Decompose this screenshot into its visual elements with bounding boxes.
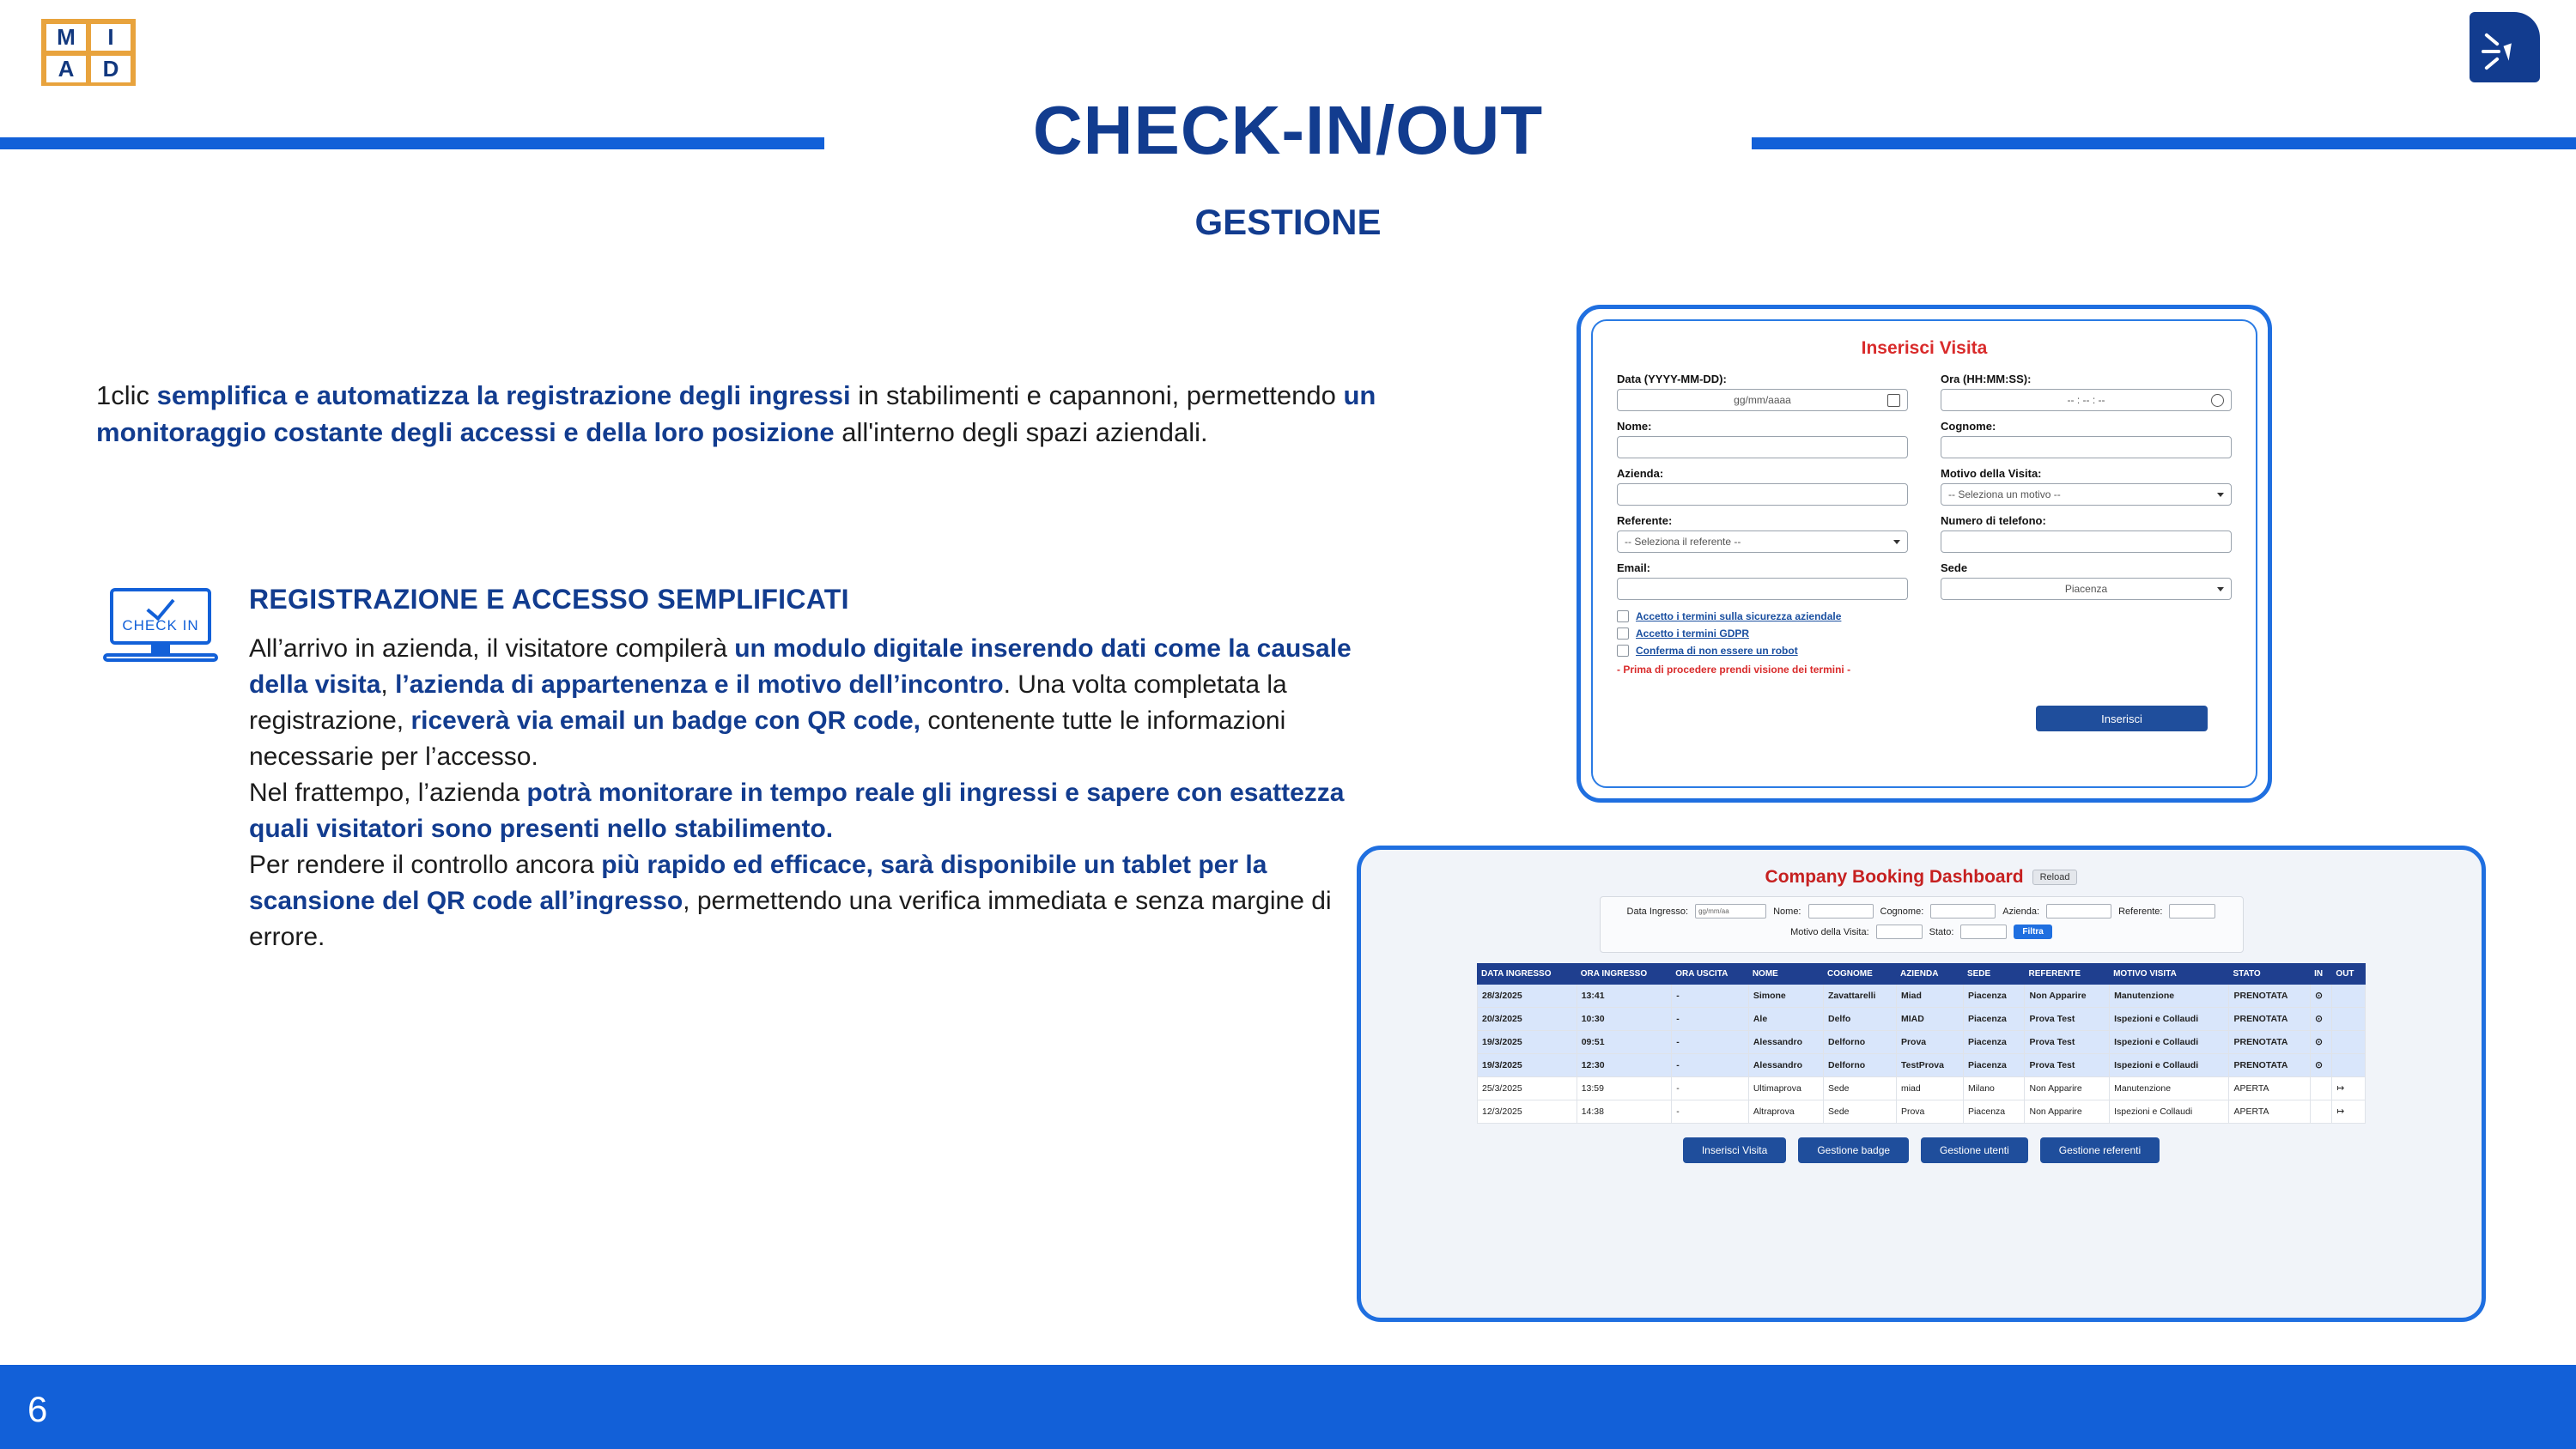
- checkbox-box-icon[interactable]: [1617, 610, 1629, 622]
- cell-ora-out: -: [1672, 1008, 1749, 1031]
- table-row[interactable]: [1478, 1054, 2366, 1077]
- chevron-down-icon: [2217, 493, 2224, 497]
- section-paragraph-1: [249, 631, 1374, 775]
- cell-in-icon[interactable]: ⊙: [2311, 1008, 2332, 1031]
- table-row[interactable]: [1478, 1008, 2366, 1031]
- cell-data: 19/3/2025: [1478, 1054, 1577, 1077]
- cell-sede: Milano: [1963, 1077, 2025, 1100]
- cell-cognome: Zavattarelli: [1824, 985, 1897, 1008]
- filter-input-cognome[interactable]: [1930, 904, 1996, 919]
- dashboard-title: [1395, 867, 2447, 888]
- col-referente[interactable]: REFERENTE: [2025, 964, 2110, 985]
- cell-ora-in: 14:38: [1577, 1100, 1672, 1124]
- cell-ora-in: 13:59: [1577, 1077, 1672, 1100]
- filter-apply-button[interactable]: Filtra: [2014, 925, 2051, 939]
- intro-bold-1: semplifica e automatizza la registrazione degli ingressi: [156, 380, 851, 410]
- cell-azienda: TestProva: [1896, 1054, 1963, 1077]
- cell-ora-in: 10:30: [1577, 1008, 1672, 1031]
- sec-p1-f: riceverà via email un badge con QR code,: [410, 706, 920, 735]
- input-nome[interactable]: [1617, 436, 1908, 458]
- filter-select-referente[interactable]: [2169, 904, 2215, 919]
- logo-letter-m: M: [44, 21, 88, 53]
- cell-cognome: Delfo: [1824, 1008, 1897, 1031]
- select-referente-value: -- Seleziona il referente --: [1625, 536, 1741, 548]
- cell-nome: Ale: [1748, 1008, 1823, 1031]
- sec-p1-e: . Una volta completata la registrazione,: [249, 670, 1287, 735]
- input-ora-value: -- : -- : --: [2067, 394, 2105, 406]
- sec-p1-a: All’arrivo in azienda, il visitatore compilerà: [249, 634, 735, 663]
- sec-p1-b: un modulo digitale inserendo dati come la causale della visita: [249, 634, 1352, 699]
- sec-p1-d: l’azienda di appartenenza e il motivo dell’incontro: [395, 670, 1004, 699]
- cell-sede: Piacenza: [1963, 985, 2025, 1008]
- button-gestione-utenti[interactable]: Gestione utenti: [1921, 1137, 2028, 1163]
- cell-motivo: Ispezioni e Collaudi: [2110, 1054, 2229, 1077]
- cell-out-icon[interactable]: ↦: [2332, 1077, 2366, 1100]
- monitor-base-icon: [103, 653, 218, 662]
- cell-in-icon[interactable]: [2311, 1077, 2332, 1100]
- cell-ora-out: -: [1672, 1031, 1749, 1054]
- cell-motivo: Ispezioni e Collaudi: [2110, 1031, 2229, 1054]
- col-sede[interactable]: SEDE: [1963, 964, 2025, 985]
- cell-azienda: Miad: [1896, 985, 1963, 1008]
- cell-stato: PRENOTATA: [2229, 1008, 2311, 1031]
- label-data: Data (YYYY-MM-DD):: [1617, 373, 1727, 385]
- filter-input-nome[interactable]: [1808, 904, 1874, 919]
- cell-data: 19/3/2025: [1478, 1031, 1577, 1054]
- sec-p3-c: , permettendo una verifica immediata e senza margine di errore.: [249, 887, 1332, 951]
- cell-sede: Piacenza: [1963, 1100, 2025, 1124]
- cell-nome: Alessandro: [1748, 1031, 1823, 1054]
- cell-out-icon[interactable]: ↦: [2332, 1100, 2366, 1124]
- cell-ora-in: 09:51: [1577, 1031, 1672, 1054]
- dashboard-action-buttons: [1395, 1137, 2447, 1163]
- cursor-dash-bottom: [2484, 57, 2500, 70]
- cell-referente: Prova Test: [2025, 1008, 2110, 1031]
- cell-ora-out: -: [1672, 985, 1749, 1008]
- select-sede[interactable]: [1941, 578, 2232, 600]
- field-motivo: [1941, 467, 2232, 506]
- col-ora-uscita[interactable]: ORA USCITA: [1672, 964, 1749, 985]
- visits-table-body: [1478, 985, 2366, 1124]
- check-in-icon-label: CHECK IN: [122, 617, 199, 634]
- logo-letter-a: A: [44, 53, 88, 85]
- cell-in-icon[interactable]: ⊙: [2311, 1054, 2332, 1077]
- filter-label-motivo: Motivo della Visita:: [1790, 926, 1869, 937]
- col-ora-ingresso[interactable]: ORA INGRESSO: [1577, 964, 1672, 985]
- cell-stato: PRENOTATA: [2229, 1031, 2311, 1054]
- filter-label-data: Data Ingresso:: [1626, 906, 1689, 917]
- col-out[interactable]: OUT: [2332, 964, 2366, 985]
- form-inner-panel: [1591, 319, 2257, 788]
- checkbox-sicurezza-label[interactable]: Accetto i termini sulla sicurezza aziendale: [1636, 610, 1842, 622]
- intro-bold-2: un monitoraggio costante degli accessi e della loro posizione: [96, 380, 1376, 447]
- field-nome: [1617, 420, 1908, 458]
- table-row[interactable]: [1478, 1077, 2366, 1100]
- label-cognome: Cognome:: [1941, 420, 1996, 433]
- filter-input-data[interactable]: gg/mm/aa: [1695, 904, 1766, 919]
- cell-azienda: MIAD: [1896, 1008, 1963, 1031]
- field-cognome: [1941, 420, 2232, 458]
- cell-sede: Piacenza: [1963, 1031, 2025, 1054]
- cell-data: 20/3/2025: [1478, 1008, 1577, 1031]
- label-telefono: Numero di telefono:: [1941, 514, 2046, 527]
- section-paragraph-2: [249, 775, 1374, 847]
- field-ora: [1941, 373, 2232, 411]
- cell-stato: PRENOTATA: [2229, 985, 2311, 1008]
- cell-out-icon[interactable]: [2332, 985, 2366, 1008]
- col-in[interactable]: IN: [2311, 964, 2332, 985]
- checkbox-gdpr-label[interactable]: Accetto i termini GDPR: [1636, 627, 1750, 640]
- cell-motivo: Ispezioni e Collaudi: [2110, 1100, 2229, 1124]
- calendar-icon[interactable]: [1887, 394, 1900, 407]
- select-motivo-value: -- Seleziona un motivo --: [1948, 488, 2061, 500]
- cell-out-icon[interactable]: [2332, 1031, 2366, 1054]
- field-telefono: [1941, 514, 2232, 553]
- cell-cognome: Sede: [1824, 1100, 1897, 1124]
- button-gestione-badge[interactable]: Gestione badge: [1798, 1137, 1909, 1163]
- input-email[interactable]: [1617, 578, 1908, 600]
- field-sede: [1941, 561, 2232, 600]
- sec-p2-a: Nel frattempo, l’azienda: [249, 779, 527, 807]
- cell-out-icon[interactable]: [2332, 1054, 2366, 1077]
- section-registrazione: [249, 584, 1374, 955]
- sec-p1-g: contenente tutte le informazioni necessarie per l’accesso.: [249, 706, 1286, 771]
- cell-data: 12/3/2025: [1478, 1100, 1577, 1124]
- filter-input-azienda[interactable]: [2046, 904, 2111, 919]
- cell-referente: Prova Test: [2025, 1031, 2110, 1054]
- cell-data: 28/3/2025: [1478, 985, 1577, 1008]
- col-stato[interactable]: STATO: [2229, 964, 2311, 985]
- checkbox-robot[interactable]: [1617, 645, 2232, 657]
- cell-stato: APERTA: [2229, 1077, 2311, 1100]
- cell-ora-out: -: [1672, 1077, 1749, 1100]
- button-gestione-referenti[interactable]: Gestione referenti: [2040, 1137, 2160, 1163]
- field-referente: [1617, 514, 1908, 553]
- table-row[interactable]: [1478, 1031, 2366, 1054]
- insert-visit-form-screenshot: [1577, 305, 2272, 803]
- cell-stato: PRENOTATA: [2229, 1054, 2311, 1077]
- col-nome[interactable]: NOME: [1748, 964, 1823, 985]
- label-motivo: Motivo della Visita:: [1941, 467, 2042, 480]
- dashboard-title-text: Company Booking Dashboard: [1765, 867, 2024, 887]
- field-data: [1617, 373, 1908, 411]
- clock-icon[interactable]: [2211, 394, 2224, 407]
- col-motivo-visita[interactable]: MOTIVO VISITA: [2110, 964, 2229, 985]
- table-row[interactable]: [1478, 985, 2366, 1008]
- cell-azienda: miad: [1896, 1077, 1963, 1100]
- cell-sede: Piacenza: [1963, 1054, 2025, 1077]
- cell-out-icon[interactable]: [2332, 1008, 2366, 1031]
- label-nome: Nome:: [1617, 420, 1652, 433]
- select-referente[interactable]: [1617, 530, 1908, 553]
- cell-motivo: Manutenzione: [2110, 985, 2229, 1008]
- input-data-value: gg/mm/aaaa: [1734, 394, 1791, 406]
- select-sede-value: Piacenza: [2064, 583, 2108, 595]
- page-number: 6: [27, 1389, 48, 1429]
- logo-letter-i: I: [88, 21, 133, 53]
- cell-in-icon[interactable]: ⊙: [2311, 1031, 2332, 1054]
- cell-referente: Non Apparire: [2025, 1077, 2110, 1100]
- input-data[interactable]: [1617, 389, 1908, 411]
- label-ora: Ora (HH:MM:SS):: [1941, 373, 2032, 385]
- field-azienda: [1617, 467, 1908, 506]
- cell-cognome: Delforno: [1824, 1031, 1897, 1054]
- checkbox-gdpr[interactable]: [1617, 627, 2232, 640]
- filter-label-referente: Referente:: [2118, 906, 2163, 917]
- cell-ora-in: 13:41: [1577, 985, 1672, 1008]
- submit-visit-button[interactable]: Inserisci: [2036, 706, 2208, 731]
- form-fields-grid: [1617, 373, 2232, 600]
- cell-cognome: Delforno: [1824, 1054, 1897, 1077]
- sec-p3-a: Per rendere il controllo ancora: [249, 851, 602, 879]
- cell-ora-in: 12:30: [1577, 1054, 1672, 1077]
- cell-referente: Non Apparire: [2025, 985, 2110, 1008]
- col-azienda[interactable]: AZIENDA: [1896, 964, 1963, 985]
- input-ora[interactable]: [1941, 389, 2232, 411]
- cell-motivo: Manutenzione: [2110, 1077, 2229, 1100]
- filter-row-2: [1613, 925, 2231, 939]
- cell-azienda: Prova: [1896, 1031, 1963, 1054]
- intro-text-1: 1clic: [96, 380, 157, 410]
- cursor-dash-top: [2484, 33, 2500, 46]
- cursor-arrow-icon: [2503, 40, 2524, 60]
- cell-nome: Alessandro: [1748, 1054, 1823, 1077]
- table-row[interactable]: [1478, 1100, 2366, 1124]
- sec-p3-b: più rapido ed efficace, sarà disponibile un tablet per la scansione del QR code all’ingresso: [249, 851, 1267, 915]
- booking-dashboard-screenshot: [1357, 846, 2486, 1322]
- cell-referente: Non Apparire: [2025, 1100, 2110, 1124]
- chevron-down-icon: [2217, 587, 2224, 591]
- cursor-dash-mid: [2482, 50, 2500, 53]
- label-email: Email:: [1617, 561, 1651, 574]
- sec-p2-b: potrà monitorare in tempo reale gli ingressi e sapere con esattezza quali visitatori sono presenti nello stabilimento.: [249, 779, 1345, 843]
- cell-cognome: Sede: [1824, 1077, 1897, 1100]
- select-motivo[interactable]: [1941, 483, 2232, 506]
- logo-letter-d: D: [88, 53, 133, 85]
- visits-table-header-row: [1478, 964, 2366, 985]
- cell-nome: Simone: [1748, 985, 1823, 1008]
- cell-in-icon[interactable]: ⊙: [2311, 985, 2332, 1008]
- section-heading: REGISTRAZIONE E ACCESSO SEMPLIFICATI: [249, 584, 849, 615]
- intro-text-3: all'interno degli spazi aziendali.: [834, 416, 1208, 447]
- cell-motivo: Ispezioni e Collaudi: [2110, 1008, 2229, 1031]
- footer-bar: [0, 1365, 2576, 1449]
- cell-referente: Prova Test: [2025, 1054, 2110, 1077]
- field-email: [1617, 561, 1908, 600]
- cell-data: 25/3/2025: [1478, 1077, 1577, 1100]
- reload-button[interactable]: Reload: [2032, 870, 2078, 885]
- filter-label-cognome: Cognome:: [1880, 906, 1924, 917]
- filter-label-azienda: Azienda:: [2002, 906, 2040, 917]
- cell-in-icon[interactable]: [2311, 1100, 2332, 1124]
- col-cognome[interactable]: COGNOME: [1824, 964, 1897, 985]
- cell-ora-out: -: [1672, 1054, 1749, 1077]
- cell-azienda: Prova: [1896, 1100, 1963, 1124]
- sec-p1-c: ,: [380, 670, 396, 699]
- filter-select-motivo[interactable]: [1876, 925, 1923, 939]
- input-telefono[interactable]: [1941, 530, 2232, 553]
- label-sede: Sede: [1941, 561, 1968, 574]
- intro-text-2: in stabilimenti e capannoni, permettendo: [850, 380, 1344, 410]
- visits-table-head: [1478, 964, 2366, 985]
- click-cursor-icon: [2470, 12, 2540, 82]
- button-inserisci-visita[interactable]: Inserisci Visita: [1683, 1137, 1786, 1163]
- filter-select-stato[interactable]: [1960, 925, 2007, 939]
- cell-nome: Altraprova: [1748, 1100, 1823, 1124]
- intro-paragraph: [96, 378, 1410, 452]
- page-title: CHECK-IN/OUT: [1032, 92, 1544, 168]
- page-subtitle: GESTIONE: [1194, 202, 1382, 242]
- cell-ora-out: -: [1672, 1100, 1749, 1124]
- label-referente: Referente:: [1617, 514, 1673, 527]
- label-azienda: Azienda:: [1617, 467, 1664, 480]
- check-in-monitor-icon: [103, 588, 219, 678]
- checkbox-robot-label[interactable]: Conferma di non essere un robot: [1636, 645, 1798, 657]
- filter-row-1: [1613, 904, 2231, 919]
- checkbox-box-icon[interactable]: [1617, 627, 1629, 640]
- chevron-down-icon: [1893, 540, 1900, 544]
- cell-stato: APERTA: [2229, 1100, 2311, 1124]
- form-checkboxes: [1617, 610, 2232, 657]
- miad-logo: [41, 19, 136, 86]
- filter-label-stato: Stato:: [1929, 926, 1954, 937]
- form-title: Inserisci Visita: [1861, 338, 1988, 358]
- section-paragraph-3: [249, 847, 1374, 955]
- col-data-ingresso[interactable]: DATA INGRESSO: [1478, 964, 1577, 985]
- cell-nome: Ultimaprova: [1748, 1077, 1823, 1100]
- checkbox-box-icon[interactable]: [1617, 645, 1629, 657]
- filter-label-nome: Nome:: [1773, 906, 1801, 917]
- input-azienda[interactable]: [1617, 483, 1908, 506]
- visits-table: [1477, 963, 2366, 1124]
- checkbox-sicurezza[interactable]: [1617, 610, 2232, 622]
- dashboard-filter-bar: [1600, 896, 2244, 953]
- cell-sede: Piacenza: [1963, 1008, 2025, 1031]
- monitor-neck-icon: [151, 645, 170, 653]
- form-note: - Prima di procedere prendi visione dei termini -: [1617, 664, 1851, 676]
- input-cognome[interactable]: [1941, 436, 2232, 458]
